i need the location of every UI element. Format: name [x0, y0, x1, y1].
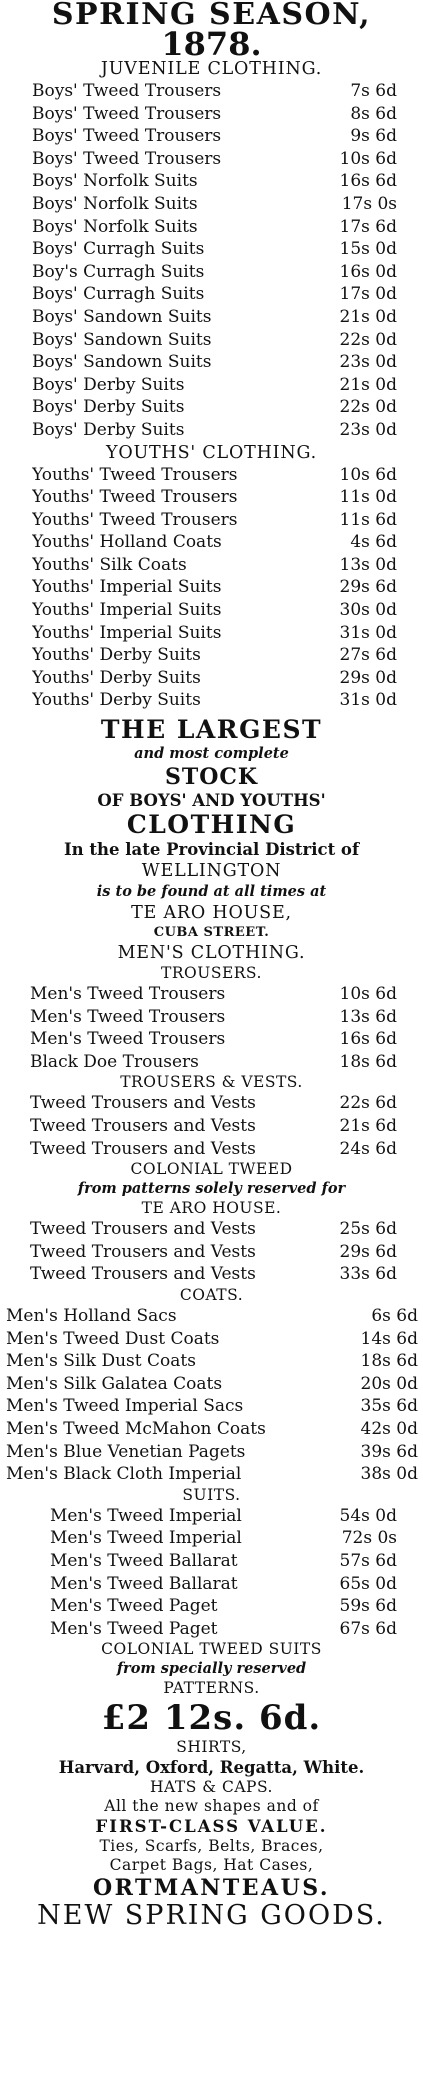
item-price: 17s 0s	[341, 193, 397, 214]
item-name: Boys' Norfolk Suits	[32, 171, 198, 192]
item-name: Men's Black Cloth Imperial	[6, 1464, 242, 1485]
complete-line: and most complete	[134, 745, 289, 763]
coats-list	[4, 1305, 419, 1486]
price-list-item	[30, 983, 397, 1006]
item-price: 31s 0d	[339, 690, 397, 711]
price-list-item	[30, 1263, 397, 1286]
clothing-heading: CLOTHING	[126, 811, 297, 840]
item-name: Men's Tweed Dust Coats	[6, 1328, 220, 1349]
item-price: 11s 6d	[339, 509, 397, 530]
price-list-item	[6, 1328, 418, 1351]
item-price: 72s 0s	[341, 1528, 397, 1549]
item-name: Youths' Imperial Suits	[32, 577, 222, 598]
item-price: 22s 0d	[339, 329, 397, 350]
price-list-item	[30, 1218, 397, 1241]
item-name: Boys' Sandown Suits	[32, 352, 212, 373]
item-price: 10s 6d	[339, 984, 397, 1005]
price-list-item	[6, 1463, 418, 1486]
item-name: Youths' Imperial Suits	[32, 600, 222, 621]
suit-price: £2 12s. 6d.	[101, 1698, 322, 1739]
colonial-tweed-list	[4, 1218, 419, 1286]
price-list-item	[6, 1441, 418, 1464]
price-list-item	[32, 351, 397, 374]
item-name: Men's Tweed Trousers	[30, 984, 226, 1005]
item-price: 33s 6d	[339, 1264, 397, 1285]
item-name: Men's Tweed Trousers	[30, 1006, 226, 1027]
item-name: Youths' Silk Coats	[32, 554, 187, 575]
year: 1878.	[161, 30, 262, 58]
item-name: Boys' Norfolk Suits	[32, 193, 198, 214]
item-price: 15s 0d	[339, 239, 397, 260]
item-name: Boys' Sandown Suits	[32, 329, 212, 350]
item-price: 42s 0d	[360, 1418, 418, 1439]
price-list-item	[30, 1006, 397, 1029]
suits-heading: SUITS.	[182, 1485, 241, 1504]
item-name: Tweed Trousers and Vests	[30, 1116, 256, 1136]
item-name: Boys' Derby Suits	[32, 419, 185, 440]
trousers-heading: TROUSERS.	[161, 964, 262, 983]
price-list-item	[32, 193, 397, 216]
item-price: 14s 6d	[360, 1328, 418, 1349]
item-price: 10s 6d	[339, 148, 397, 169]
item-price: 16s 6d	[339, 1029, 397, 1050]
item-price: 27s 6d	[339, 645, 397, 666]
juvenile-heading: JUVENILE CLOTHING.	[100, 59, 323, 79]
item-price: 13s 6d	[339, 1006, 397, 1027]
portmanteaus-heading: ORTMANTEAUS.	[92, 1875, 331, 1902]
title: SPRING SEASON,	[51, 0, 372, 30]
item-name: Men's Tweed Imperial Sacs	[6, 1396, 244, 1417]
price-list-item	[32, 667, 397, 690]
item-price: 10s 6d	[339, 464, 397, 485]
item-name: Men's Tweed Paget	[50, 1618, 218, 1639]
item-name: Youths' Derby Suits	[32, 690, 201, 711]
largest-heading: THE LARGEST	[100, 716, 323, 745]
item-price: 54s 0d	[339, 1505, 397, 1526]
item-name: Men's Blue Venetian Pagets	[6, 1441, 246, 1462]
stock-heading: STOCK	[164, 764, 259, 791]
item-price: 35s 6d	[360, 1396, 418, 1417]
price-list-item	[32, 396, 397, 419]
price-list-item	[30, 1092, 397, 1115]
price-list-item	[30, 1241, 397, 1264]
item-name: Men's Holland Sacs	[6, 1305, 177, 1326]
price-list-item	[6, 1350, 418, 1373]
price-list-item	[32, 554, 397, 577]
patterns-note: from patterns solely reserved for	[77, 1180, 346, 1198]
item-name: Men's Tweed McMahon Coats	[6, 1418, 266, 1439]
new-goods-heading: NEW SPRING GOODS.	[37, 1901, 386, 1932]
mens-trousers-list	[4, 983, 419, 1073]
item-price: 39s 6d	[360, 1441, 418, 1462]
price-list-item	[6, 1418, 418, 1441]
mens-heading: MEN'S CLOTHING.	[117, 943, 306, 964]
of-boys-line: OF BOYS' AND YOUTHS'	[97, 791, 326, 811]
item-price: 30s 0d	[339, 600, 397, 621]
street-name: CUBA STREET.	[153, 925, 270, 941]
item-price: 29s 6d	[339, 1241, 397, 1262]
item-name: Boys' Tweed Trousers	[32, 148, 222, 169]
item-price: 57s 6d	[339, 1550, 397, 1571]
suits-list	[4, 1505, 419, 1641]
juvenile-price-list	[4, 80, 419, 442]
item-price: 11s 0d	[339, 487, 397, 508]
item-price: 21s 0d	[339, 306, 397, 327]
item-name: Boys' Tweed Trousers	[32, 126, 222, 147]
price-list-item	[32, 419, 397, 442]
price-list-item	[50, 1550, 397, 1573]
item-name: Tweed Trousers and Vests	[30, 1264, 256, 1285]
price-list-item	[32, 374, 397, 397]
item-price: 21s 0d	[339, 374, 397, 395]
item-price: 8s 6d	[350, 103, 397, 124]
price-list-item	[32, 80, 397, 103]
price-list-item	[32, 216, 397, 239]
item-name: Tweed Trousers and Vests	[30, 1138, 256, 1159]
item-price: 59s 6d	[339, 1596, 397, 1617]
item-price: 23s 0d	[339, 352, 397, 373]
price-list-item	[50, 1595, 397, 1618]
price-list-item	[32, 599, 397, 622]
mens-vests-list	[4, 1092, 419, 1160]
patterns-heading: PATTERNS.	[163, 1679, 260, 1698]
item-name: Boys' Curragh Suits	[32, 284, 205, 305]
item-name: Boys' Derby Suits	[32, 374, 185, 395]
store-name-2: TE ARO HOUSE.	[141, 1199, 282, 1218]
found-line: is to be found at all times at	[96, 883, 327, 901]
item-name: Boys' Tweed Trousers	[32, 81, 222, 101]
item-name: Men's Tweed Imperial	[50, 1528, 242, 1549]
price-list-item	[32, 170, 397, 193]
item-name: Boys' Curragh Suits	[32, 239, 205, 260]
price-list-item	[32, 306, 397, 329]
item-name: Men's Tweed Trousers	[30, 1029, 226, 1050]
shirts-heading: SHIRTS,	[176, 1738, 247, 1757]
price-list-item	[6, 1373, 418, 1396]
item-price: 17s 0d	[339, 284, 397, 305]
vests-heading: TROUSERS & VESTS.	[120, 1073, 303, 1092]
item-price: 21s 6d	[339, 1116, 397, 1136]
item-price: 25s 6d	[339, 1219, 397, 1240]
hats-heading: HATS & CAPS.	[150, 1778, 273, 1797]
price-list-item	[32, 576, 397, 599]
item-name: Tweed Trousers and Vests	[30, 1093, 256, 1114]
item-price: 16s 0d	[339, 261, 397, 282]
item-name: Boys' Norfolk Suits	[32, 216, 198, 237]
item-name: Youths' Imperial Suits	[32, 622, 222, 643]
value-line: FIRST-CLASS VALUE.	[95, 1817, 328, 1837]
item-name: Men's Tweed Paget	[50, 1596, 218, 1617]
price-list-item	[32, 622, 397, 645]
price-list-item	[50, 1527, 397, 1550]
item-price: 16s 6d	[339, 171, 397, 192]
colonial-tweed-heading: COLONIAL TWEED	[130, 1160, 293, 1179]
price-list-item	[32, 238, 397, 261]
item-price: 31s 0d	[339, 622, 397, 643]
item-name: Boy's Curragh Suits	[32, 261, 205, 282]
price-list-item	[32, 464, 397, 487]
item-price: 6s 6d	[371, 1305, 418, 1326]
item-price: 23s 0d	[339, 419, 397, 440]
store-name: TE ARO HOUSE,	[131, 903, 292, 924]
specially-line: from specially reserved	[116, 1660, 307, 1678]
item-name: Youths' Tweed Trousers	[32, 509, 238, 530]
price-list-item	[30, 1028, 397, 1051]
price-list-item	[50, 1505, 397, 1528]
item-name: Tweed Trousers and Vests	[30, 1241, 256, 1262]
price-list-item	[32, 329, 397, 352]
item-price: 24s 6d	[339, 1138, 397, 1159]
item-name: Black Doe Trousers	[30, 1051, 199, 1072]
item-name: Youths' Tweed Trousers	[32, 487, 238, 508]
item-name: Men's Silk Galatea Coats	[6, 1373, 223, 1394]
price-list-item	[32, 531, 397, 554]
colonial-suits-heading: COLONIAL TWEED SUITS	[101, 1640, 322, 1659]
item-price: 22s 6d	[339, 1093, 397, 1114]
item-price: 18s 6d	[360, 1351, 418, 1372]
item-price: 29s 6d	[339, 577, 397, 598]
item-price: 38s 0d	[360, 1464, 418, 1485]
item-name: Youths' Derby Suits	[32, 645, 201, 666]
item-price: 67s 6d	[339, 1618, 397, 1639]
item-name: Men's Tweed Imperial	[50, 1505, 242, 1526]
price-list-item	[32, 486, 397, 509]
price-list-item	[32, 148, 397, 171]
item-price: 22s 0d	[339, 397, 397, 418]
shapes-line: All the new shapes and of	[104, 1797, 319, 1816]
item-price: 4s 6d	[350, 532, 397, 553]
price-list-item	[50, 1573, 397, 1596]
item-price: 29s 0d	[339, 667, 397, 688]
price-list-item	[32, 644, 397, 667]
item-price: 65s 0d	[339, 1573, 397, 1594]
price-list-item	[30, 1115, 397, 1138]
price-list-item	[32, 125, 397, 148]
item-name: Youths' Tweed Trousers	[32, 464, 238, 485]
shirt-types: Harvard, Oxford, Regatta, White.	[58, 1758, 365, 1778]
youths-price-list	[4, 464, 419, 713]
ties-line: Ties, Scarfs, Belts, Braces,	[99, 1837, 324, 1856]
price-list-item	[30, 1051, 397, 1074]
youths-heading: YOUTHS' CLOTHING.	[106, 442, 317, 463]
item-price: 13s 0d	[339, 554, 397, 575]
item-name: Boys' Derby Suits	[32, 397, 185, 418]
district-line: In the late Provincial District of	[63, 840, 360, 860]
item-price: 7s 6d	[350, 81, 397, 101]
item-name: Boys' Sandown Suits	[32, 306, 212, 327]
item-name: Youths' Derby Suits	[32, 667, 201, 688]
price-list-item	[32, 509, 397, 532]
item-name: Men's Tweed Ballarat	[50, 1550, 238, 1571]
price-list-item	[32, 103, 397, 126]
price-list-item	[30, 1138, 397, 1161]
price-list-item	[32, 261, 397, 284]
item-price: 20s 0d	[360, 1373, 418, 1394]
item-name: Boys' Tweed Trousers	[32, 103, 222, 124]
price-list-item	[6, 1305, 418, 1328]
item-price: 18s 6d	[339, 1051, 397, 1072]
price-list-item	[32, 283, 397, 306]
price-list-item	[6, 1395, 418, 1418]
coats-heading: COATS.	[179, 1285, 244, 1304]
price-list-item	[50, 1618, 397, 1641]
wellington-line: WELLINGTON	[141, 861, 282, 882]
item-name: Youths' Holland Coats	[32, 532, 222, 553]
price-list-item	[32, 689, 397, 712]
item-name: Tweed Trousers and Vests	[30, 1219, 256, 1240]
item-name: Men's Silk Dust Coats	[6, 1351, 196, 1372]
item-price: 17s 6d	[339, 216, 397, 237]
item-price: 9s 6d	[350, 126, 397, 147]
carpet-line: Carpet Bags, Hat Cases,	[109, 1856, 314, 1875]
item-name: Men's Tweed Ballarat	[50, 1573, 238, 1594]
